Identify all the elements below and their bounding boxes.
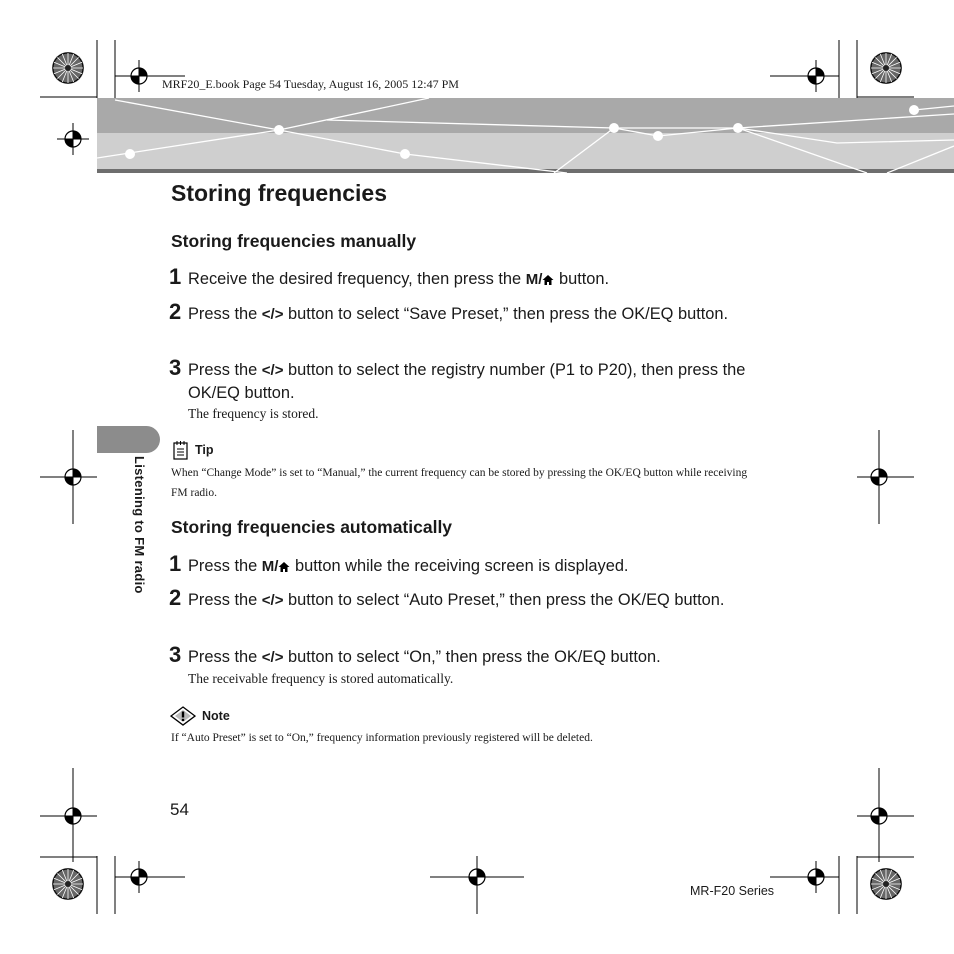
chapter-tab-label: Listening to FM radio [132,456,147,594]
series-name: MR-F20 Series [690,884,775,898]
m-home-button-glyph: M/ [526,269,555,291]
step-text: Press the </> button to select “On,” then press the OK/EQ button. [188,646,748,669]
step-text: Receive the desired frequency, then press the M/ button. [188,268,748,291]
step-number: 1 [169,264,182,289]
color-bar-icon [52,868,84,900]
step-number: 1 [169,551,182,576]
chapter-tab [97,426,160,453]
step-text: Press the </> button to select the registry number (P1 to P20), then press the OK/EQ button. [188,361,746,402]
m-home-button-glyph: M/ [262,556,291,578]
registration-mark-icon [57,123,89,155]
left-right-button-glyph: </> [261,306,284,323]
home-icon [278,561,290,573]
note-label: Note [202,709,230,723]
left-right-button-glyph: </> [261,592,284,609]
left-right-button-glyph: </> [261,649,284,666]
note-heading [170,706,230,726]
step-number: 2 [169,585,182,610]
left-right-button-glyph: </> [261,362,284,379]
home-icon [542,274,554,286]
header-band [97,98,954,173]
note-text: If “Auto Preset” is set to “On,” frequency information previously registered will be deleted. [171,732,593,744]
page-number: 54 [170,800,189,819]
section-title-manual: Storing frequencies manually [171,231,417,251]
print-file-line: MRF20_E.book Page 54 Tuesday, August 16, 2005 12:47 PM [162,77,459,91]
tip-notepad-icon [172,440,190,460]
tip-heading [172,440,214,460]
tip-text: When “Change Mode” is set to “Manual,” the current frequency can be stored by pressing the OK/EQ button while receiving FM radio. [171,467,748,499]
step-text: Press the </> button to select “Save Preset,” then press the OK/EQ button. [188,303,748,326]
step-result: The frequency is stored. [188,406,319,421]
color-bar-icon [52,52,84,84]
tip-label: Tip [195,443,214,457]
step-number: 2 [169,299,182,324]
page-title: Storing frequencies [171,180,387,206]
step-result: The receivable frequency is stored automatically. [188,671,454,686]
step-number: 3 [169,355,182,380]
step-text: Press the </> button to select “Auto Preset,” then press the OK/EQ button. [188,589,748,612]
section-title-auto: Storing frequencies automatically [171,517,453,537]
step-text: Press the M/ button while the receiving screen is displayed. [188,555,748,578]
color-bar-icon [870,868,902,900]
color-bar-icon [870,52,902,84]
step-number: 3 [169,642,182,667]
note-diamond-icon [170,706,196,726]
